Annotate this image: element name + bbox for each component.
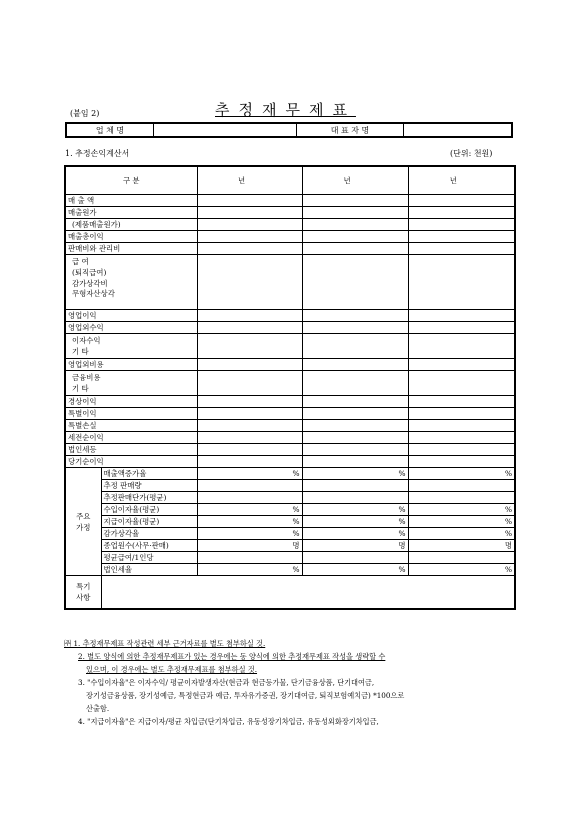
assumption-value[interactable]	[302, 552, 408, 564]
assumption-value[interactable]	[197, 480, 302, 492]
cell[interactable]	[302, 456, 408, 468]
cell[interactable]	[408, 310, 515, 322]
cell[interactable]	[408, 444, 515, 456]
header-category: 구 분	[65, 166, 197, 195]
cell[interactable]	[408, 207, 515, 219]
note-2-line-1: 2. 별도 양식에 의한 추정재무제표가 있는 경우에는 동 양식에 의한 추정재무제표 작성을 생략할 수	[78, 652, 386, 661]
cell[interactable]	[197, 207, 302, 219]
note-3-line-2: 장기성금융상품, 장기성예금, 특정현금과 예금, 투자유가증권, 장기대여금, 퇴직보험예치금) *100으로	[86, 691, 405, 700]
assumption-label: 수입이자율(평균)	[101, 504, 197, 516]
cell[interactable]	[197, 371, 302, 396]
assumption-value[interactable]	[408, 492, 515, 504]
cell[interactable]	[408, 334, 515, 359]
row-sales: 매 출 액	[65, 195, 197, 207]
note-3-line-3: 산출함.	[86, 704, 110, 713]
assumption-label: 감가상각율	[101, 528, 197, 540]
company-name-field[interactable]	[154, 123, 297, 137]
note-4: 4. "지급이자율"은 지급이자/평균 차입금(단기차입금, 유동성장기차입금, 유동성외화장기차입금,	[78, 717, 379, 726]
row-sga: 판매비와 관리비	[65, 243, 197, 255]
cell[interactable]	[302, 322, 408, 334]
cell[interactable]	[197, 456, 302, 468]
cell[interactable]	[302, 408, 408, 420]
cell[interactable]	[408, 408, 515, 420]
assumption-label: 종업원수(사무·판매)	[101, 540, 197, 552]
row-extraordinary-loss: 특별손실	[65, 420, 197, 432]
assumption-label: 추정 판매량	[101, 480, 197, 492]
cell[interactable]	[408, 231, 515, 243]
cell[interactable]	[302, 371, 408, 396]
note-2-line-2: 있으며, 이 경우에는 별도 추정재무제표를 첨부하실 것.	[86, 665, 258, 674]
cell[interactable]	[302, 195, 408, 207]
cell[interactable]	[197, 432, 302, 444]
assumption-label: 추정판매단가(평균)	[101, 492, 197, 504]
notes-section	[64, 637, 519, 728]
row-product-cost: (제품매출원가)	[65, 219, 197, 231]
assumption-value[interactable]: %	[302, 468, 408, 480]
cell[interactable]	[302, 243, 408, 255]
assumption-value[interactable]: %	[197, 468, 302, 480]
cell[interactable]	[302, 207, 408, 219]
assumption-value[interactable]	[197, 492, 302, 504]
assumption-value[interactable]	[197, 552, 302, 564]
row-non-op-income: 영업외수익	[65, 322, 197, 334]
cell[interactable]	[408, 195, 515, 207]
cell[interactable]	[197, 420, 302, 432]
assumption-label: 매출액증가율	[101, 468, 197, 480]
assumption-label: 평균급여/1인당	[101, 552, 197, 564]
cell[interactable]	[197, 334, 302, 359]
cell[interactable]	[408, 255, 515, 310]
row-depreciation: 감가상각비	[72, 278, 108, 288]
row-retirement: (퇴직급여)	[72, 267, 107, 277]
cell[interactable]	[408, 243, 515, 255]
annex-label: (붙임 2)	[70, 109, 100, 118]
cell[interactable]	[197, 310, 302, 322]
row-non-op-expense-details	[65, 371, 197, 396]
company-name-label: 업 체 명	[66, 123, 154, 137]
cell[interactable]	[197, 359, 302, 371]
remarks-label: 특기 사항	[65, 576, 101, 610]
cell[interactable]	[197, 396, 302, 408]
row-operating-income: 영업이익	[65, 310, 197, 322]
cell[interactable]	[197, 408, 302, 420]
cell[interactable]	[408, 219, 515, 231]
cell[interactable]	[302, 420, 408, 432]
cell[interactable]	[302, 396, 408, 408]
representative-label: 대 표 자 명	[297, 123, 404, 137]
cell[interactable]	[302, 231, 408, 243]
assumption-value[interactable]	[302, 492, 408, 504]
row-sga-details	[65, 255, 197, 310]
row-amortization: 무형자산상각	[72, 289, 115, 299]
cell[interactable]	[302, 359, 408, 371]
row-extraordinary-gain: 특별이익	[65, 408, 197, 420]
row-corp-tax: 법인세등	[65, 444, 197, 456]
assumption-value[interactable]	[408, 552, 515, 564]
cell[interactable]	[408, 371, 515, 396]
row-other-income: 기 타	[72, 346, 89, 356]
assumption-value[interactable]: %	[197, 504, 302, 516]
cell[interactable]	[408, 420, 515, 432]
unit-label: (단위: 천원)	[450, 149, 493, 158]
cell[interactable]	[408, 359, 515, 371]
assumption-value[interactable]: %	[408, 516, 515, 528]
assumption-value[interactable]: 명	[408, 540, 515, 552]
cell[interactable]	[197, 243, 302, 255]
assumption-value[interactable]: %	[197, 516, 302, 528]
note-3-line-1: 3. "수입이자율"은 이자수익/ 평균이자발생자산(현금과 현금등가물, 단기금융상품, 단기대여금,	[78, 678, 375, 687]
header-year-3: 년	[408, 166, 515, 195]
assumption-value[interactable]	[302, 480, 408, 492]
cell[interactable]	[302, 310, 408, 322]
assumption-value[interactable]: %	[302, 564, 408, 576]
row-financial-cost: 금융비용	[72, 373, 101, 382]
cell[interactable]	[197, 255, 302, 310]
assumption-value[interactable]: %	[408, 564, 515, 576]
remarks-field[interactable]	[101, 576, 515, 610]
assumption-value[interactable]: %	[302, 528, 408, 540]
row-ordinary-income: 경상이익	[65, 396, 197, 408]
cell[interactable]	[408, 396, 515, 408]
assumption-value[interactable]: 명	[302, 540, 408, 552]
row-non-op-income-details	[65, 334, 197, 359]
header-year-2: 년	[302, 166, 408, 195]
cell[interactable]	[302, 444, 408, 456]
assumption-value[interactable]: %	[197, 528, 302, 540]
cell[interactable]	[197, 322, 302, 334]
page-title: 추정재무제표	[215, 101, 356, 119]
representative-field[interactable]	[404, 123, 513, 137]
row-cost-of-sales: 매출원가	[65, 207, 197, 219]
assumption-value[interactable]: %	[408, 528, 515, 540]
cell[interactable]	[197, 219, 302, 231]
cell[interactable]	[302, 432, 408, 444]
cell[interactable]	[302, 219, 408, 231]
row-interest-income: 이자수익	[72, 336, 101, 345]
assumption-value[interactable]: 명	[197, 540, 302, 552]
header-year-1: 년	[197, 166, 302, 195]
cell[interactable]	[197, 195, 302, 207]
assumption-value[interactable]: %	[408, 504, 515, 516]
cell[interactable]	[197, 444, 302, 456]
assumption-label: 지급이자율(평균)	[101, 516, 197, 528]
income-statement-table	[64, 165, 516, 610]
row-pretax-income: 세전순이익	[65, 432, 197, 444]
assumption-value[interactable]: %	[197, 564, 302, 576]
row-other-expense: 기 타	[72, 383, 89, 393]
row-gross-profit: 매출총이익	[65, 231, 197, 243]
section-title: 1. 추정손익계산서	[65, 149, 130, 158]
cell[interactable]	[408, 456, 515, 468]
note-1: ㈜ 1. 추정재무제표 작성관련 세부 근거자료를 별도 첨부하실 것.	[64, 639, 266, 648]
row-net-income: 당기순이익	[65, 456, 197, 468]
cell[interactable]	[302, 334, 408, 359]
assumptions-label: 주요 가정	[65, 468, 101, 576]
assumption-value[interactable]: %	[408, 468, 515, 480]
row-salary: 급 여	[72, 257, 89, 266]
assumption-label: 법인세율	[101, 564, 197, 576]
cell[interactable]	[302, 255, 408, 310]
assumption-value[interactable]: %	[302, 516, 408, 528]
company-info-table	[65, 122, 513, 138]
assumption-value[interactable]	[408, 480, 515, 492]
assumption-value[interactable]: %	[302, 504, 408, 516]
cell[interactable]	[197, 231, 302, 243]
cell[interactable]	[408, 322, 515, 334]
row-non-op-expense: 영업외비용	[65, 359, 197, 371]
cell[interactable]	[408, 432, 515, 444]
